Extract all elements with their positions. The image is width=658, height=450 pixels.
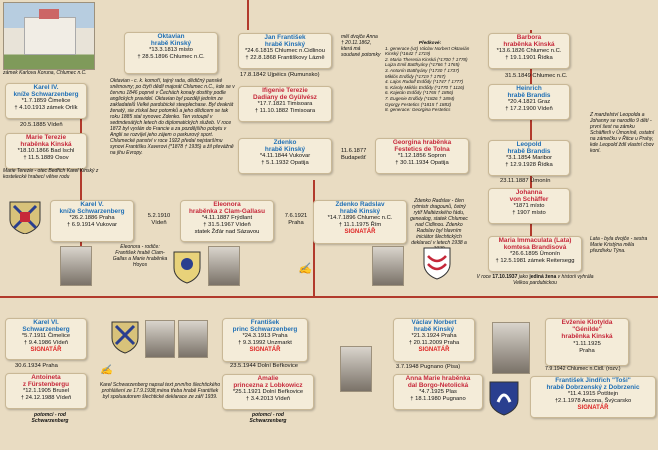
person-card-lata: Maria Immaculata (Lata) komtesa Brandisová *26.6.1895 Úmonín † 12.5.1981 zámek Reitersegg [488, 236, 582, 272]
person-card-leopold: Leopold hrabě Brandis *3.1.1854 Maribor † 12.9.1928 Řídka [488, 140, 570, 176]
leopold-note: Z manželství Leopolda a Johanny se narodilo 9 dětí - první šest na zámku Schäfferli v Úmoníně, ostatní na zámečku v Řitce u Prahy, kde Leopold ždil vlastní chov koní. [590, 112, 655, 154]
signature: ✍ [100, 365, 113, 376]
schwarzenberg-crest-icon [110, 320, 140, 354]
person-card-evzenie: Evženie Klotylda "Génilde" hraběnka Kinská *1.11.1925 Praha [545, 318, 629, 366]
portrait-photo [372, 246, 404, 286]
descendants-note: potomci - rod Schwarzenberg [31, 412, 69, 424]
castle-photo [3, 2, 95, 70]
lata-side-note: Lata - byla dvojče - sestra Marie Kristýna měla přezdívku Týna. [590, 236, 648, 254]
birth: *13.3.1813 místo [149, 47, 193, 54]
marriage-date: 17.8.1842 Ujpéics (Rumunsko) [240, 72, 320, 78]
marriage-date: 20.5.1885 Vídeň [20, 122, 63, 128]
photo-caption: zámek Karlova Koruna, Chlumec n.C. [3, 70, 87, 76]
person-card-jan-frantisek: Jan František hrabě Kinský *24.6.1815 Chlumec n.Cidlinou † 22.8.1868 Františkovy Lázně [238, 33, 332, 69]
person-card-antoineta: Antoineta z Fürstenbergu *12.1.1905 Brusel † 24.12.1988 Vídeň [5, 373, 87, 409]
marriage-date: 31.5.1849 Chlumec n.C. [505, 73, 568, 79]
person-card-frantisek-jindrich: František Jindřich "Toši" hrabě Dobrzenský z Dobrzenic *11.4.1915 Potštejn †2.1.1978 Ascona, Švýcarsko SIGNATÁŘ [530, 376, 656, 418]
zdenko-radslav-note: Zdenko Radslav - člen rytmistr dragounů, četný rytíř Maltézského řádu, genealog, statek Chlumec nad Cidlinou. Zdenko Radslav byl hlavním iniciátor šlechtických deklarací v letech 1938 a [410, 198, 468, 246]
person-card-zdenko: Zdenko hrabě Kinský *4.11.1844 Vukovar † 5.1.1932 Opatija [238, 138, 332, 174]
person-card-marie-terezie: Marie Terezie hraběnka Kinská *18.10.1866 Bad Ischl † 11.5.1889 Osov [5, 133, 87, 169]
person-card-amalie: Amalie princezna z Lobkowicz *25.1.1921 Dolní Beřkovice † 3.4.2013 Vídeň [222, 374, 314, 410]
signature: ✍ [298, 262, 312, 275]
person-card-johanna: Johanna von Schäffer *1871 místo † 1907 místo [488, 188, 570, 224]
oktavian-description: Oktavian - c. k. komoří, tajný rada, dědičný panské sněmovny; po čtyři dědil majorát Chlumec n.C., kde se v červnu 1846 poprvé v Čechách konaly dostihy podle anglických pravidel. Oktavian byl později jedním ze zakladatelů Velké pardubické steeplechase. Byl dvakrát ženatý, sie získal bez potomků a jeho dědicem se tak roku 1885 stal synovec Zdenko. Ten vstoupil v sedmdesátých letech do diplomatických služeb. V roce 1872 byl vyslán do Francie a za pozdějšího pobytu v Anglii se rozvíjel jeho zájem o parkurový sport. Chlumecké panství v roce 1922 předal nejstaršímu synovi Františku Xaverovi (*1878 † 1935) a žil převážně na jihu Evropy. [110, 78, 235, 156]
marriage-date: 11.6.1877 Budapešť [341, 148, 367, 161]
marriage-date: 5.2.1910 Vídeň [147, 213, 171, 226]
ancestors-title: Předkové: [418, 40, 442, 45]
person-card-ifigenie: Ifigenie Terezie Dadiany de Gyülvész *17.7.1821 Timisoara † 11.10.1882 Timisoara [238, 86, 332, 122]
portrait-photo [60, 246, 92, 286]
portrait-photo [492, 322, 530, 374]
marriage-date: 7.6.1921 Praha [284, 213, 308, 226]
portrait-photo [340, 346, 372, 392]
portrait-photo [178, 320, 208, 358]
eleonora-note: Eleonora - rodiče: František hrabě Clam-Gallas a Marie hraběnka Hoyos [112, 244, 168, 268]
marriage-date: 7.9.1942 Chlumec n.Cidl. (rozv.) [545, 366, 621, 372]
marriage-date: 30.6.1934 Praha [15, 363, 58, 369]
person-card-georgina: Georgina hraběnka Festetics de Tolna *1.12.1856 Sopron † 30.11.1934 Opatija [375, 138, 469, 174]
person-card-eleonora: Eleonora hraběnka z Clam-Gallasu *4.11.1887 Frýdlant † 31.5.1967 Vídeň statek Žďár nad Sázavou [180, 200, 274, 242]
marriage-date: 3.7.1948 Pugnano (Pisa) [396, 364, 461, 370]
clam-gallas-crest-icon [172, 250, 202, 284]
person-card-barbora: Barbora hraběnka Kinská *13.6.1826 Chlumec n.C. † 19.1.1901 Řídka [488, 33, 570, 69]
person-card-zdenko-radslav: Zdenko Radslav hrabě Kinský *14.7.1896 Chlumec n.C. † 11.1.1975 Řím SIGNATÁŘ [313, 200, 407, 244]
tree-line [247, 0, 249, 30]
tree-line [80, 100, 82, 270]
person-card-anna-marie: Anna Marie hraběnka dal Borgo-Netolická *4.7.1925 Plas † 18.1.1980 Pugnano [393, 374, 483, 410]
person-title: hrabě Kinský [150, 40, 192, 48]
person-card-karel-iv: Karel IV. kníže Schwarzenberg *1.7.1859 Čimelice † 4.10.1913 zámek Orlík [5, 83, 87, 119]
person-card-heinrich: Heinrich hrabě Brandis *20.4.1821 Graz † 17.2.1900 Vídeň [488, 84, 570, 120]
portrait-photo [208, 246, 240, 286]
kinsky-crest-icon [422, 246, 452, 280]
ancestors-list: Předkové: 1. generace (vz) Václav Norbert Oktavián Kinský (*1642 † 1719) 2. Maria Theresia Kinská (*1700 † 1778) Lujza Emil Batthyány (*1766 † 1765) 3. Antonín Batthyány (*1730 † 1737) Miklós Erdődy (*1719 † 1757) 4. Lajos Rudolf Erdődy (*1747 † 1777) 5. Károly Miklós Erdődy (*1770 † 1116) 6. Kajetán Erdődy (*1765 † 1856) 7. Eugenie Erdődy (*1826 † 1894) Gyorgy Festetics (*1815 † 1883) 8. generace: Georgina Festetics [385, 40, 475, 113]
tree-line [0, 296, 658, 298]
anna-twin-note: měl dvojče Anna † 20.11.1862, která má soudané potomky [341, 34, 381, 58]
death: † 28.5.1896 Chlumec n.C. [137, 54, 205, 61]
person-card-karel-v: Karel V. kníže Schwarzenberg *26.2.1886 Praha † 6.9.1914 Vukovar [50, 200, 134, 242]
dobrzensky-crest-icon [488, 380, 520, 416]
person-name: Oktavian [157, 33, 185, 40]
marriage-date: 23.5.1944 Dolní Beřkovice [230, 363, 298, 369]
lata-note: V roce 17.10.1937 jako jediná žena v historii vyhrála Velkou pardubickou [476, 274, 594, 286]
portrait-photo [145, 320, 175, 358]
person-card-frantisek-schwarzenberg: František princ Schwarzenberg *24.3.1913 Praha † 9.3.1992 Unzmarkt SIGNATÁŘ [222, 318, 308, 362]
marriage-date: 23.11.1887 Úmonín [500, 178, 551, 184]
karel-schwarzenberg-note: Karel Schwarzenberg napsal text prvního šlechtického prohlášení ze 17.9.1938,ména třeba hrabě František byl spoluautorem šlechtické deklarace ze září 1939. [99, 382, 221, 400]
descendants-note: potomci - rod Schwarzenberg [249, 412, 287, 424]
person-card-vaclav-norbert: Václav Norbert hrabě Kinský *21.3.1924 Praha † 20.11.2009 Praha SIGNATÁŘ [393, 318, 475, 362]
schwarzenberg-crest-icon [6, 200, 44, 234]
person-card-oktavian [124, 32, 218, 74]
person-card-karel-vi: Karel VI. Schwarzenberg *5.7.1911 Čimelice † 9.4.1986 Vídeň SIGNATÁŘ [5, 318, 87, 360]
marie-terezie-note: Marie Terezie - otec Bedřich Karel Kinský z kostelecké hrabecí větve rodu [3, 168, 99, 180]
